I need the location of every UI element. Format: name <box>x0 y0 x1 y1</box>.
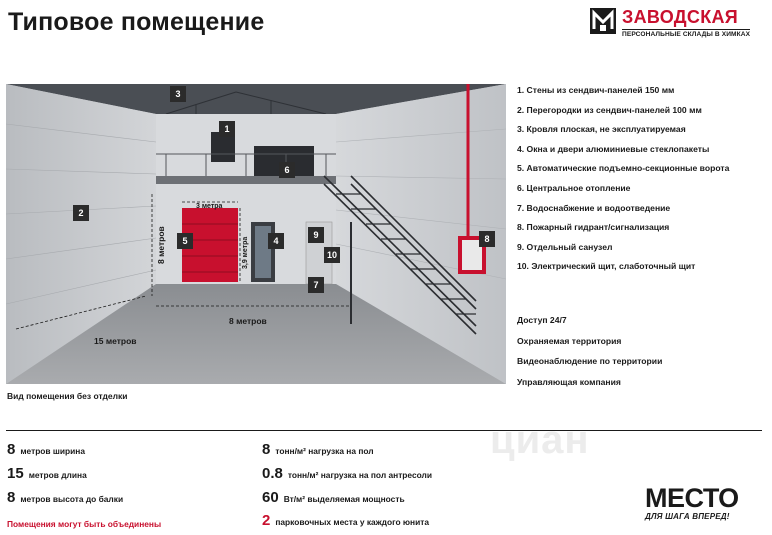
extras-item: Видеонаблюдение по территории <box>517 356 663 366</box>
brand-mark-icon <box>590 8 616 34</box>
badge-8: 8 <box>479 231 495 247</box>
parking-note <box>262 512 429 529</box>
badge-10: 10 <box>324 247 340 263</box>
brand-subtitle: ПЕРСОНАЛЬНЫЕ СКЛАДЫ В ХИМКАХ <box>622 31 751 38</box>
extras-item: Доступ 24/7 <box>517 315 567 325</box>
stat-row <box>262 441 432 465</box>
gate-width-label: 3 метра <box>196 203 223 210</box>
brand-name: ЗАВОДСКАЯ <box>622 7 739 27</box>
feature-item: 5. Автоматические подъемно-секционные ворота <box>517 163 730 174</box>
watermark: циан <box>490 418 590 462</box>
illustration-caption: Вид помещения без отделки <box>7 391 128 401</box>
feature-item: 3. Кровля плоская, не эксплуатируемая <box>517 124 686 135</box>
mesto-logo[interactable] <box>645 485 739 521</box>
room-width-label: 8 метров <box>229 316 267 326</box>
feature-item: 9. Отдельный санузел <box>517 241 613 252</box>
stat-value: 8 <box>7 441 16 458</box>
extras-item: Управляющая компания <box>517 376 621 387</box>
stat-value: 8 <box>262 441 271 458</box>
stat-label: тонн/м² нагрузка на пол антресоли <box>287 470 432 480</box>
warehouse-illustration <box>6 84 506 384</box>
stat-row <box>7 465 123 489</box>
stat-label: метров высота до балки <box>20 494 124 504</box>
room-length-label: 15 метров <box>94 336 137 346</box>
stat-label: Вт/м² выделяемая мощность <box>283 494 405 504</box>
stat-row <box>7 489 123 513</box>
feature-item: 2. Перегородки из сендвич-панелей 100 мм <box>517 104 702 115</box>
stat-value: 60 <box>262 489 279 506</box>
extras-list <box>517 314 662 396</box>
page-title: Типовое помещение <box>8 8 265 36</box>
stat-value: 0.8 <box>262 465 283 482</box>
badge-1: 1 <box>219 121 235 137</box>
feature-item: 4. Окна и двери алюминиевые стеклопакеты <box>517 143 710 154</box>
badge-9: 9 <box>308 227 324 243</box>
feature-item: 6. Центральное отопление <box>517 182 631 193</box>
stats-dimensions <box>7 441 123 513</box>
combine-note: Помещения могут быть объединены <box>7 519 162 529</box>
feature-list <box>517 84 729 280</box>
stat-value: 8 <box>7 489 16 506</box>
stats-loads <box>262 441 432 513</box>
section-divider <box>6 430 762 431</box>
stat-row <box>262 489 432 513</box>
mesto-tagline: ДЛЯ ШАГА ВПЕРЕД! <box>645 512 730 521</box>
warehouse-render <box>6 84 506 384</box>
stat-row <box>262 465 432 489</box>
room-height-label: 8 метров <box>156 226 166 264</box>
stat-label: метров длина <box>28 470 87 480</box>
stat-row <box>7 441 123 465</box>
stat-value: 15 <box>7 465 24 482</box>
extras-item: Охраняемая территория <box>517 335 622 346</box>
parking-label: парковочных места у каждого юнита <box>275 517 430 527</box>
feature-item: 10. Электрический щит, слаботочный щит <box>517 261 696 272</box>
stat-label: метров ширина <box>20 446 86 456</box>
brand-logo[interactable] <box>590 8 750 38</box>
feature-item: 8. Пожарный гидрант/сигнализация <box>517 222 670 233</box>
badge-3: 3 <box>170 86 186 102</box>
feature-item: 1. Стены из сендвич-панелей 150 мм <box>517 85 675 95</box>
badge-4: 4 <box>268 233 284 249</box>
badge-7: 7 <box>308 277 324 293</box>
gate-height-label: 3,9 метра <box>242 236 249 269</box>
badge-5: 5 <box>177 233 193 249</box>
badge-2: 2 <box>73 205 89 221</box>
stat-label: тонн/м² нагрузка на пол <box>275 446 374 456</box>
feature-item: 7. Водоснабжение и водоотведение <box>517 202 671 213</box>
badge-6: 6 <box>279 162 295 178</box>
parking-value: 2 <box>262 512 271 529</box>
mesto-name: МЕСТО <box>645 483 739 513</box>
